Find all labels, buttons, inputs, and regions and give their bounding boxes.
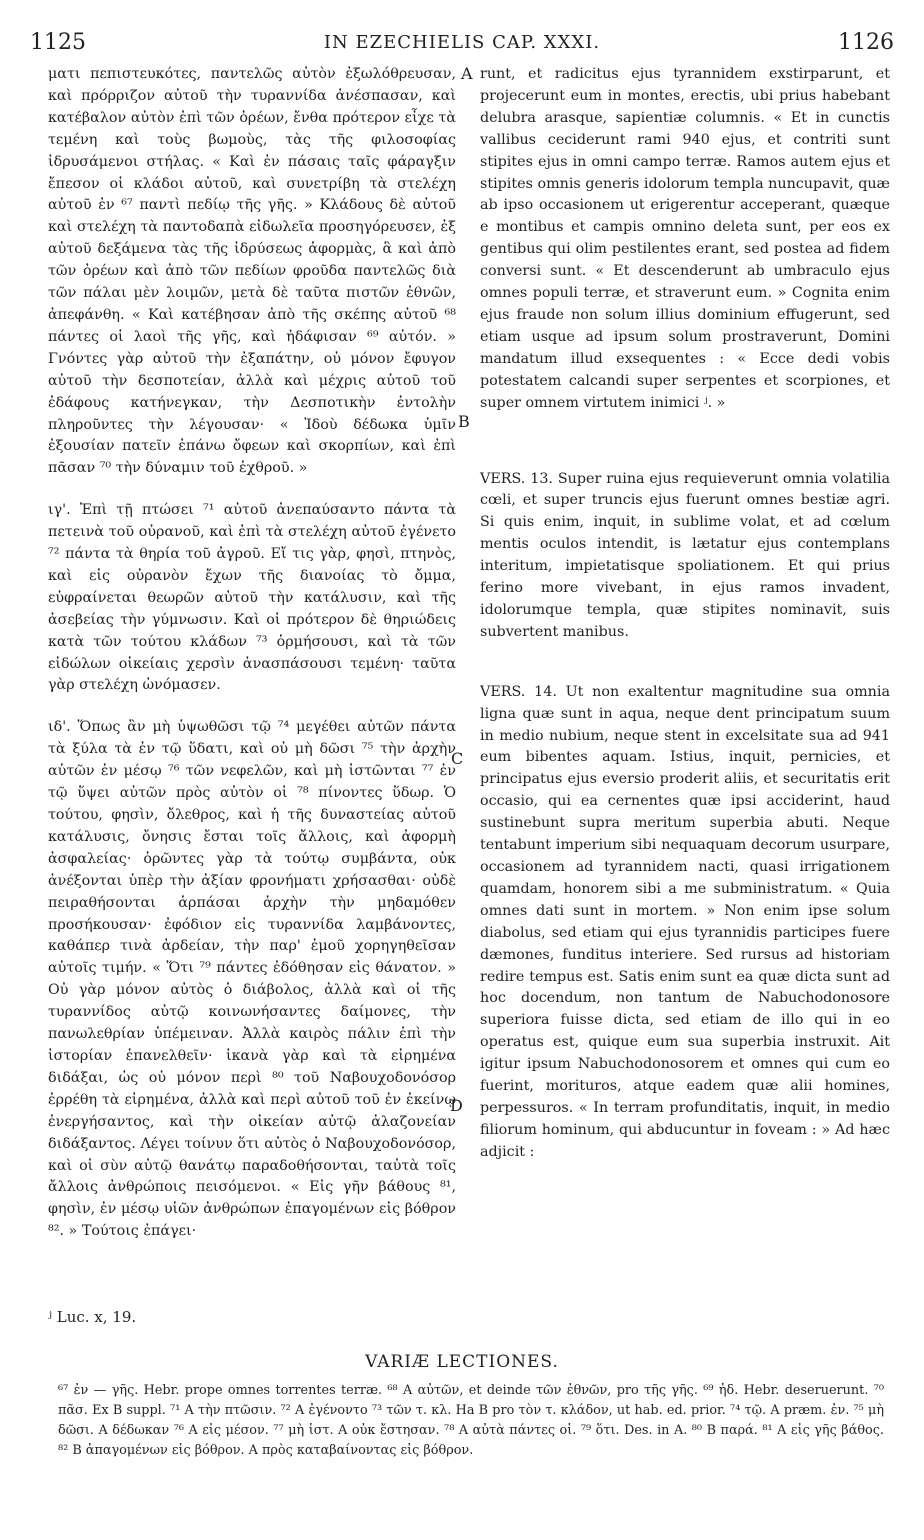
latin-paragraph-2: VERS. 13. Super ruina ejus requieverunt omnia volatilia cœli, et super truncis ejus fuerunt omnes bestiæ agri. Si quis enim, inquit, in sublime volat, et ad cœlum mentis oculos intendit, is lætatur ejus contemplans interitum, impietatisque spoliationem. Et qui prius ferino more vivebant, in ejus ramos invadent, idolorumque templa, quæ stipites nominavit, suis subvertent manibus.	[480, 470, 890, 640]
margin-mark-b: B	[458, 412, 470, 431]
latin-paragraph-3: VERS. 14. Ut non exaltentur magnitudine sua omnia ligna quæ sunt in aqua, neque dent principatum suum in medio nubium, neque stent in excelsitate sua ad 941 eum bibentes aquam. Istius, inquit, pernicies, et principatus ejus eversio proderit aliis, et securitatis erit occasio, qui ea cernentes quæ ipsi acciderint, haud sustinebunt supra meritum superbia abuti. Neque tentabunt imperium sibi nequaquam decorum usurpare, occasionem ad tyrannidem nacti, quasi irrigationem quamdam, honorem sibi a me subministratum. « Quia omnes dati sunt in mortem. » Non enim ipse solum diabolus, sed etiam qui ejus tyrannidis participes fuere dæmones, funditus interiere. Sed rursus ad historiam redire tempus est. Satis enim sunt ea quæ dicta sunt ad hoc docendum, non tantum de Nabuchodonosore superiora fuisse dicta, sed etiam de illo qui in eo operatus est, quique eum sua superbia instruxit. Ait igitur ipsum Nabuchodonosorem et omnes qui cum eo fuerint, morituros, atque eadem quæ alii homines, perpessuros. « In terram profunditatis, inquit, in medio filiorum hominum, qui abducuntur in foveam : » Ad hæc adjicit :	[480, 683, 890, 1160]
page-number-left: 1125	[30, 30, 86, 55]
variae-lectiones	[58, 1381, 884, 1461]
latin-paragraph-1: runt, et radicitus ejus tyrannidem exstirparunt, et projecerunt eum in montes, erectis, ubi prius habebant delubra arasque, sapientiæ columnis. « Et in cunctis vallibus ceciderunt rami 940 ejus, et contriti sunt stipites ejus in omni campo terræ. Ramos autem ejus et stipites omnis generis idolorum templa nuncupavit, quæ ab ipso occasionem ut erigerentur acceperant, quæque e montibus et campis omnino deleta sunt, per eos ex gentibus qui olim pestilentes erant, sed postea ad fidem conversi sunt. « Et descenderunt ab umbraculo ejus omnes populi terræ, et straverunt eum. » Cognita enim ejus fraude non solum illius dominium effugerunt, sed etiam usque ad ipsum solum prostraverunt, Domini mandatum illud exsequentes : « Ecce dedi vobis potestatem calcandi super serpentes et scorpiones, et super omnem virtutem inimici ʲ. »	[480, 66, 890, 411]
greek-paragraph-3: ιδ'. Ὅπως ἂν μὴ ὑψωθῶσι τῷ ⁷⁴ μεγέθει αὐτῶν πάντα τὰ ξύλα τὰ ἐν τῷ ὕδατι, καὶ οὐ μὴ δῶσι ⁷⁵ τὴν ἀρχὴν αὐτῶν ἐν μέσῳ ⁷⁶ τῶν νεφελῶν, καὶ μὴ ἱστῶνται ⁷⁷ ἐν τῷ ὕψει αὐτῶν πρὸς αὐτὸν οἱ ⁷⁸ πίνοντες ὕδωρ. Ὁ τούτου, φησὶν, ὄλεθρος, καὶ ἡ τῆς δυναστείας αὐτοῦ κατάλυσις, ὄνησις ἔσται τοῖς ἄλλοις, καὶ ἀφορμὴ ἀσφαλείας· ὁρῶντες γὰρ τὰ τούτῳ συμβάντα, οὐκ ἀνέξονται ὑπὲρ τὴν ἀξίαν φρονήματι χρήσασθαι· οὐδὲ πειραθήσονται ἁρπάσαι ἀρχὴν τὴν μηδαμόθεν προσήκουσαν· ἐφόδιον εἰς τυραννίδα λαμβάνοντες, καθάπερ τινὰ ἀρδείαν, τὴν παρ' ἐμοῦ χορηγηθεῖσαν αὐτοῖς τιμήν. « Ὅτι ⁷⁹ πάντες ἐδόθησαν εἰς θάνατον. » Οὐ γὰρ μόνον αὐτὸς ὁ διάβολος, ἀλλὰ καὶ οἱ τῆς τυραννίδος αὐτῷ κοινωνήσαντες δαίμονες, τὴν πανωλεθρίαν ὑπέμειναν. Ἀλλὰ καιρὸς πάλιν ἐπὶ τὴν ἱστορίαν ἐπανελθεῖν· ἱκανὰ γὰρ καὶ τὰ εἰρημένα διδάξαι, ὡς οὐ μόνον περὶ ⁸⁰ τοῦ Ναβουχοδονόσορ ἐρρέθη τὰ εἰρημένα, ἀλλὰ καὶ περὶ αὐτοῦ τοῦ ἐν ἐκείνῳ ἐνεργήσαντος, καὶ τὴν οἰκείαν αὐτῷ ἀλαζονείαν διδάξαντος. Λέγει τοίνυν ὅτι αὐτὸς ὁ Ναβουχοδονόσορ, καὶ οἱ σὺν αὐτῷ θανάτῳ παραδοθήσονται, ταὐτὰ τοῖς ἄλλοις ἀνθρώποις πεισόμενοι. « Εἰς γῆν βάθους ⁸¹, φησὶν, ἐν μέσῳ υἱῶν ἀνθρώπων ἐπαγομένων εἰς βόθρον ⁸². » Τούτοις ἐπάγει·	[48, 719, 456, 1240]
variae-lectiones-text: ⁶⁷ ἐν — γῆς. Hebr. prope omnes torrentes terræ. ⁶⁸ A αὐτῶν, et deinde τῶν ἐθνῶν, pro τῆς γῆς. ⁶⁹ ἠδ. Hebr. deseruerunt. ⁷⁰ πᾶσ. Ex B suppl. ⁷¹ A τὴν πτῶσιν. ⁷² A ἐγένοντο ⁷³ τῶν τ. κλ. Ha B pro τὸν τ. κλάδον, ut hab. ed. prior. ⁷⁴ τῷ. A præm. ἐν. ⁷⁵ μὴ δῶσι. A δέδωκαν ⁷⁶ A εἰς μέσον. ⁷⁷ μὴ ἱστ. A οὐκ ἔστησαν. ⁷⁸ A αὐτὰ πάντες οἱ. ⁷⁹ ὅτι. Des. in A. ⁸⁰ B παρά. ⁸¹ A εἰς γῆς βάθος. ⁸² B ἀπαγομένων εἰς βόθρον. A πρὸς καταβαίνοντας εἰς βόθρον.	[58, 1383, 884, 1458]
footnote: ʲ Luc. x, 19.	[48, 1308, 137, 1326]
greek-paragraph-1: ματι πεπιστευκότες, παντελῶς αὐτὸν ἐξωλόθρευσαν, καὶ πρόρριζον αὐτοῦ τὴν τυραννίδα ἀνέσπασαν, καὶ κατέβαλον αὐτὸν ἐπὶ τῶν ὀρέων, ἔνθα πρότερον εἶχε τὰ τεμένη καὶ τοὺς βωμοὺς, τὰς τῆς φιλοσοφίας ἱδρυσάμενοι στήλας. « Καὶ ἐν πάσαις ταῖς φάραγξιν ἔπεσον οἱ κλάδοι αὐτοῦ, καὶ συνετρίβη τὰ στελέχη αὐτοῦ ἐν ⁶⁷ παντὶ πεδίῳ τῆς γῆς. » Κλάδους δὲ αὐτοῦ καὶ στελέχη τὰ παντοδαπὰ εἰδωλεῖα προσηγόρευσεν, ἐξ αὐτοῦ δεξάμενα τὰς τῆς ἱδρύσεως ἀφορμὰς, ἃ καὶ ἀπὸ τῶν ὀρέων καὶ ἀπὸ τῶν πεδίων φροῦδα παντελῶς διὰ τῶν πάλαι μὲν λοιμῶν, μετὰ δὲ ταῦτα πιστῶν ἐθνῶν, ἀπεφάνθη. « Καὶ κατέβησαν ἀπὸ τῆς σκέπης αὐτοῦ ⁶⁸ πάντες οἱ λαοὶ τῆς γῆς, καὶ ἠδάφισαν ⁶⁹ αὐτόν. » Γνόντες γὰρ αὐτοῦ τὴν ἐξαπάτην, οὐ μόνον ἔφυγον αὐτοῦ τὴν δεσποτείαν, ἀλλὰ καὶ μέχρις αὐτοῦ τοῦ ἐδάφους κατήνεγκαν, τὴν Δεσποτικὴν ἐντολὴν πληροῦντες τὴν λέγουσαν· « Ἰδοὺ δέδωκα ὑμῖν ἐξουσίαν πατεῖν ἐπάνω ὄφεων καὶ σκορπίων, καὶ ἐπὶ πᾶσαν ⁷⁰ τὴν δύναμιν τοῦ ἐχθροῦ. »	[48, 66, 456, 477]
margin-mark-c: C	[451, 749, 464, 768]
margin-mark-a: A	[461, 64, 473, 83]
variae-lectiones-title: VARIÆ LECTIONES.	[365, 1352, 559, 1372]
page-number-right: 1126	[838, 30, 894, 55]
latin-column	[480, 64, 890, 1164]
page-header	[30, 30, 894, 56]
greek-column	[48, 64, 456, 1243]
margin-mark-d: D	[450, 1096, 463, 1115]
greek-paragraph-2: ιγ'. Ἐπὶ τῇ πτώσει ⁷¹ αὐτοῦ ἀνεπαύσαντο πάντα τὰ πετεινὰ τοῦ οὐρανοῦ, καὶ ἐπὶ τὰ στελέχη αὐτοῦ ἐγένετο ⁷² πάντα τὰ θηρία τοῦ ἀγροῦ. Εἴ τις γὰρ, φησὶ, πτηνὸς, καὶ εἰς οὐρανὸν ἔχων τῆς διανοίας τὸ ὄμμα, εὐφραίνεται θεωρῶν αὐτοῦ τὴν κατάλυσιν, καὶ τῆς ἀσεβείας τὴν γύμνωσιν. Καὶ οἱ πρότερον δὲ θηριώδεις κατὰ τῶν τούτου κλάδων ⁷³ ὁρμήσουσι, καὶ τὰ τῶν εἰδώλων οἰκείαις χερσὶν ἀνασπάσουσι τεμένη· ταῦτα γὰρ στελέχη ὠνόμασεν.	[48, 502, 456, 694]
running-title: IN EZECHIELIS CAP. XXXI.	[323, 32, 601, 53]
